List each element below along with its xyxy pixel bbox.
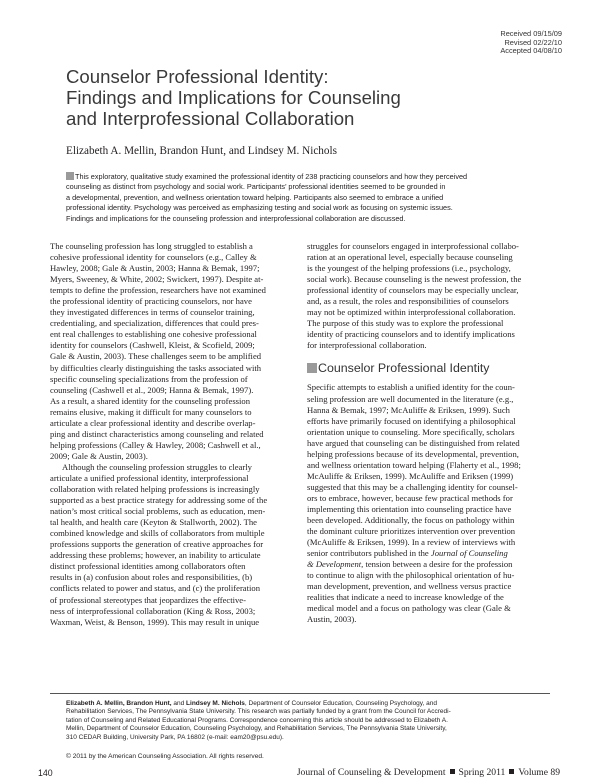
text-line: suggested that this may be a challenging identity for counsel- [307, 481, 518, 492]
text-line: Hawley, 2008; Gale & Austin, 2003; Hanna & Bemak, 1997; [50, 263, 260, 274]
received-date: Received 09/15/09 [500, 29, 562, 38]
text-line: cohesive professional identity for counselors (e.g., Calley & [50, 252, 257, 263]
text-line: for interprofessional collaboration. [307, 340, 427, 351]
text-line: and, as a result, the roles and responsibilities of counselors [307, 296, 509, 307]
text-line: is the youngest of the helping professions (i.e., psychology, [307, 263, 511, 274]
text-line: been developed. Additionally, the focus on pathology within [307, 515, 515, 526]
title-line: Findings and Implications for Counseling [66, 87, 401, 108]
section-heading-text: Counselor Professional Identity [318, 361, 490, 376]
text-line: The purpose of this study was to explore the professional [307, 318, 504, 329]
text-line: & Development, tension between a desire for the profession [307, 559, 513, 570]
text-line: addressing these problems; however, an inability to articulate [50, 550, 261, 561]
square-bullet-icon [66, 172, 74, 180]
text-line: tempts to define the profession, researchers have not examined [50, 285, 266, 296]
text-line: the professional identity of practicing counselors, nor have [50, 296, 252, 307]
text-line: Waxman, Weist, & Benson, 1999). This may result in unique [50, 616, 260, 627]
text-line: professional identity of counselors may be especially unclear, [307, 285, 519, 296]
text-line: helping professions because of its developmental, prevention, [307, 448, 519, 459]
journal-name: Journal of Counseling & Development [296, 767, 446, 778]
footnote-and: and [171, 700, 187, 707]
paragraph [307, 241, 553, 351]
text-line: specific counseling specializations from the profession of [50, 373, 248, 384]
article-title [66, 66, 546, 129]
text-line: social work). Because counseling is the newest profession, the [307, 274, 522, 285]
abstract-line: a developmental, prevention, and wellness orientation toward helping. Participants also seemed to embrace a unified [66, 192, 444, 202]
text-line: have argued that counseling can be distinguished from related [307, 437, 520, 448]
author-footnote [66, 700, 546, 742]
footnote-authors: Elizabeth A. Mellin, Brandon Hunt, [66, 700, 172, 707]
text-line: identity for counselors (Cashwell, Kleist, & Scofield, 2009; [50, 340, 255, 351]
text-line: Hanna & Bemak, 1997; McAuliffe & Eriksen, 1999). Such [307, 404, 510, 415]
text-line: The counseling profession has long struggled to establish a [50, 241, 253, 251]
text-line: efforts have primarily focused on identifying a philosophical [307, 415, 516, 426]
issue-season: Spring 2011 [458, 767, 506, 778]
footnote-line: tation of Counseling and Related Educational Programs. Correspondence concerning this article should be addressed to Elizabeth A. [66, 716, 448, 724]
text-line: ness of interprofessional collaboration (King & Ross, 2003; [50, 605, 256, 616]
received-dates [500, 30, 562, 56]
section-heading [307, 361, 553, 375]
abstract-line: counseling as distinct from psychology and social work. Participants’ professional identities seemed to be grounded in [66, 182, 446, 192]
footnote-divider [50, 693, 550, 694]
text-line: supported as a best practice strategy for addressing some of the [50, 495, 268, 506]
title-line: and Interprofessional Collaboration [66, 108, 355, 129]
text-line: of professional stereotypes that jeopardizes the effective- [50, 594, 246, 605]
text-line: struggles for counselors engaged in interprofessional collabo- [307, 241, 519, 251]
text-line: remains elusive, making it difficult for many counselors to [50, 406, 252, 417]
paragraph [307, 382, 553, 625]
abstract-line: professional identity. Psychology was perceived as emphasizing testing and social work as focusing on systemic issues. [66, 203, 453, 213]
text-line: and wellness orientation toward helping (Flaherty et al., 1998; [307, 459, 521, 470]
text-line: counseling (Cashwell et al., 2009; Hanna & Bemak, 1997). [50, 384, 254, 395]
text-line: collaboration with related helping professions is increasingly [50, 484, 260, 495]
text-line: 2009; Gale & Austin, 2003). [50, 450, 148, 461]
footnote-author-3: Lindsey M. Nichols [186, 700, 245, 707]
text-line: the dominant culture prioritizes intervention over prevention [307, 526, 516, 537]
text-line: ration at an operational level, especially because counseling [307, 252, 513, 263]
text-line: identity of practicing counselors and to identify implications [307, 329, 515, 340]
text-line: combined knowledge and skills of collaborators from multiple [50, 528, 265, 539]
text-line: articulate a unified professional identity, interprofessional [50, 472, 249, 483]
text-line: helping professions (Calley & Hawley, 2008; Cashwell et al., [50, 439, 261, 450]
revised-date: Revised 02/22/10 [504, 37, 562, 47]
text-line: Gale & Austin, 2003). These challenges seem to be amplified [50, 351, 262, 362]
text-line: ent real challenges to establishing one cohesive professional [50, 329, 257, 340]
author-list: Elizabeth A. Mellin, Brandon Hunt, and Lindsey M. Nichols [66, 145, 337, 157]
paragraph [50, 241, 296, 462]
text-line: Austin, 2003). [307, 614, 357, 625]
footnote-line: Mellin, Department of Counselor Education, Counseling Psychology, and Rehabilitation Services, The Pennsylvania State University, [66, 725, 447, 733]
text-line: to continue to align with the philosophical orientation of hu- [307, 570, 515, 581]
journal-title-italic: Journal of Counseling [430, 548, 508, 559]
body-column-right [307, 241, 553, 626]
text-line: conflicts related to power and status, and (c) the proliferation [50, 583, 260, 594]
footnote-text: , Department of Counselor Education, Counseling Psychology, and [244, 700, 438, 707]
text-line: may not be optimized within interprofessional collaboration. [307, 307, 516, 318]
paragraph [50, 462, 296, 628]
title-line: Counselor Professional Identity: [66, 66, 329, 87]
text-line: professions supports the generation of creative approaches for [50, 539, 264, 550]
abstract [66, 172, 550, 224]
text-line: Specific attempts to establish a unified identity for the coun- [307, 382, 515, 393]
text-line: realities that indicate a need to increase knowledge of the [307, 592, 504, 603]
text-line: results in (a) confusion about roles and responsibilities, (b) [50, 572, 253, 583]
square-separator-icon [509, 769, 514, 774]
copyright-notice: © 2011 by the American Counseling Association. All rights reserved. [66, 753, 264, 760]
text-line: credentialing, and specialization, differences that could pres- [50, 318, 259, 329]
abstract-line [66, 172, 550, 182]
footnote-line [66, 700, 546, 708]
text-line: senior contributors published in the Journal of Counseling [307, 548, 508, 559]
square-separator-icon [450, 769, 455, 774]
journal-title-italic: & Development [307, 559, 362, 570]
text-line: Although the counseling profession struggles to clearly [62, 461, 252, 472]
text-line: nation’s most critical social problems, such as education, men- [50, 506, 266, 517]
text-line: by difficulties clearly distinguishing the tasks associated with [50, 362, 262, 373]
accepted-date: Accepted 04/08/10 [500, 46, 562, 56]
text-line: seling profession are well documented in the literature (e.g., [307, 393, 514, 404]
text-line: medical model and a focus on pathology was clear (Gale & [307, 603, 511, 614]
page-number: 140 [38, 768, 53, 778]
text-line: As a result, a shared identity for the counseling profession [50, 395, 250, 406]
abstract-text: This exploratory, qualitative study examined the professional identity of 238 practicing counselors and how they perceived [75, 172, 468, 181]
text-line: orientation unique to counseling. More specifically, scholars [307, 426, 515, 437]
footnote-line: Rehabilitation Services, The Pennsylvania State University. This research was partially funded by a grant from the Council for Accredi- [66, 708, 451, 716]
text-line: they investigated differences in terms of counselor training, [50, 307, 255, 318]
text-line: distinct professional identities among collaborators often [50, 561, 246, 572]
text-line: McAuliffe & Eriksen, 1999). McAuliffe and Eriksen (1999) [307, 470, 514, 481]
footnote-line: 310 CEDAR Building, University Park, PA 16802 (e-mail: eam20@psu.edu). [66, 733, 284, 741]
abstract-line: Findings and implications for the counseling profession and interprofessional collaboration are discussed. [66, 213, 406, 223]
text-line: tal health, and health care (Keyton & Stallworth, 2002). The [50, 517, 257, 528]
text-line: ors to embrace, however, because few practical methods for [307, 492, 513, 503]
text-line: ping and distinct characteristics among counseling and related [50, 428, 264, 439]
body-column-left [50, 241, 296, 628]
text-line: man development, prevention, and wellness versus practice [307, 581, 512, 592]
text-line: implementing this orientation into counseling practice have [307, 503, 512, 514]
running-footer [297, 767, 560, 778]
text-line: (McAuliffe & Eriksen, 1999). In a review of interviews with [307, 537, 516, 548]
square-bullet-icon [307, 363, 317, 373]
text-line: Myers, Sweeney, & White, 2002; Swickert, 1997). Despite at- [50, 274, 264, 285]
text-line: articulate a clear professional identity and describe overlap- [50, 417, 256, 428]
volume-number: Volume 89 [518, 767, 560, 778]
